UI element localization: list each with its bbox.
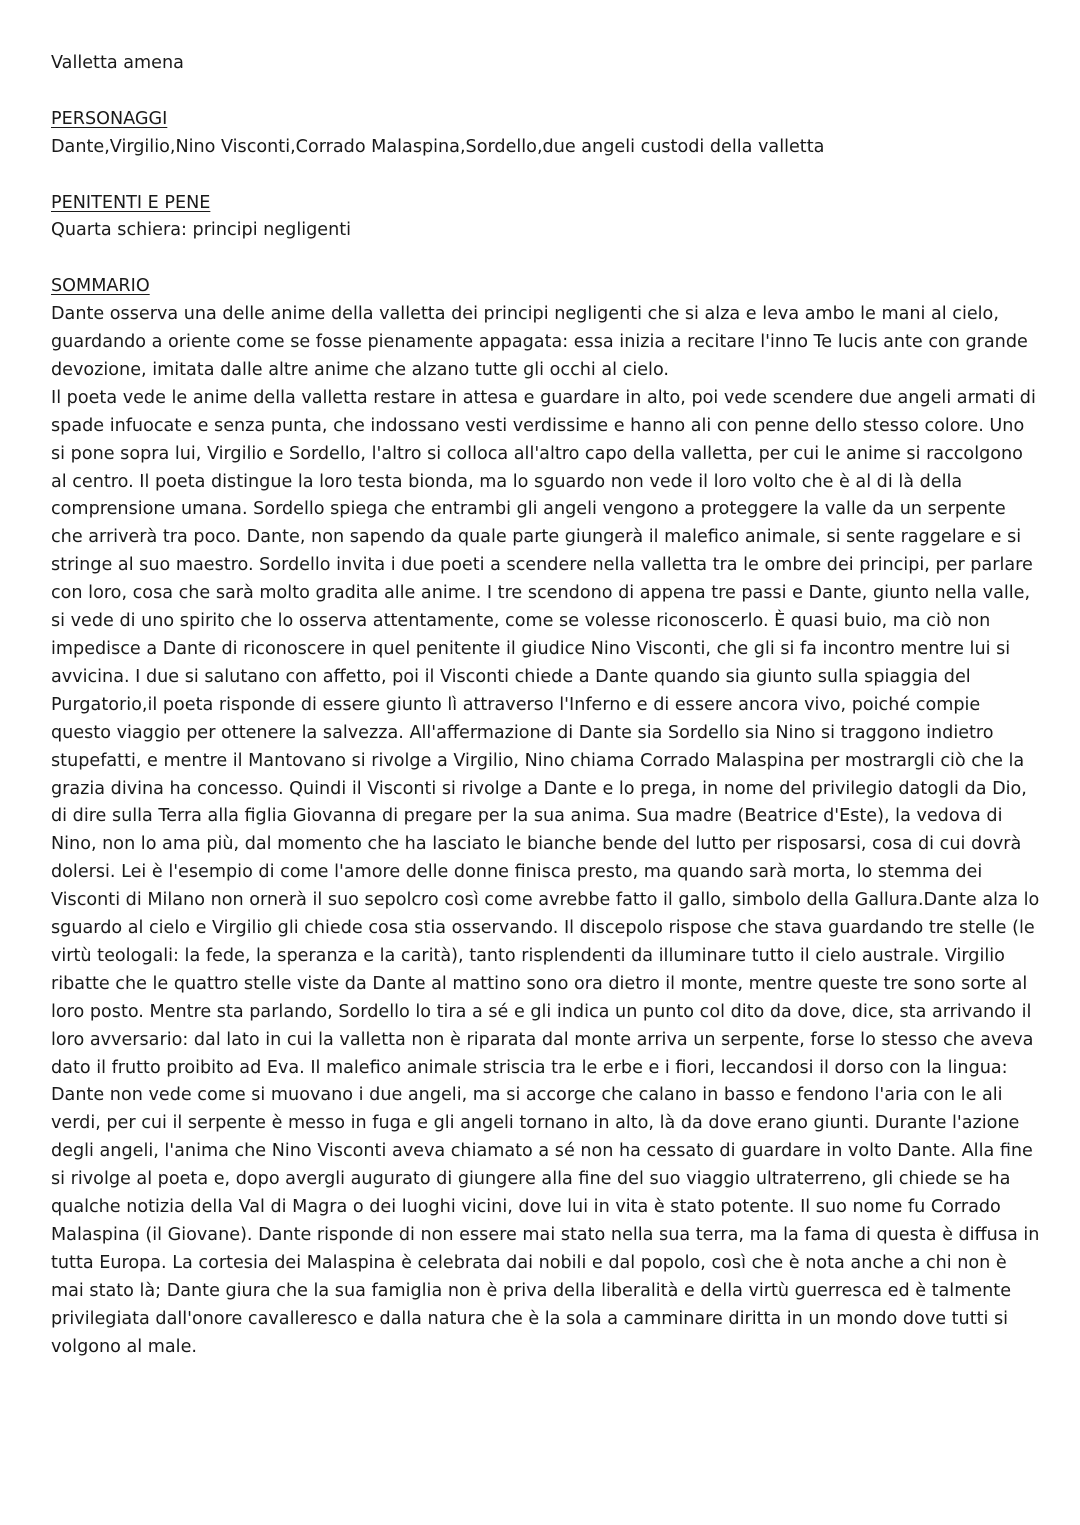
document-title: Valletta amena (51, 53, 184, 73)
spacer (51, 78, 1040, 106)
spacer (51, 162, 1040, 190)
personaggi-heading: PERSONAGGI (51, 108, 168, 129)
penitenti-heading: PENITENTI E PENE (51, 192, 211, 213)
spacer (51, 245, 1040, 273)
penitenti-text: Quarta schiera: principi negligenti (51, 220, 352, 241)
sommario-paragraph-1: Dante osserva una delle anime della valletta dei principi negligenti che si alza e leva ambo le mani al cielo, guardando a oriente come se fosse pienamente appagata: essa inizia a recitare l'inno Te lucis ante con grande devozione, imitata dalle altre anime che alzano tutte gli occhi al cielo. (51, 304, 1028, 380)
sommario-heading: SOMMARIO (51, 276, 150, 297)
sommario-paragraph-2: Il poeta vede le anime della valletta restare in attesa e guardare in alto, poi vede scendere due angeli armati di spade infuocate e senza punta, che indossano vesti verdissime e hanno ali con penne dello stesso colore. Uno si pone sopra lui, Virgilio e Sordello, l'altro si colloca all'altro capo della valletta, per cui le anime si raccolgono al centro. Il poeta distingue la loro testa bionda, ma lo sguardo non vede il loro volto che è al di là della comprensione umana. Sordello spiega che entrambi gli angeli vengono a proteggere la valle da un serpente che arriverà tra poco. Dante, non sapendo da quale parte giungerà il malefico animale, si sente raggelare e si stringe al suo maestro. Sordello invita i due poeti a scendere nella valletta tra le ombre dei principi, per parlare con loro, cosa che sarà molto gradita alle anime. I tre scendono di appena tre passi e Dante, giunto nella valle, si vede di uno spirito che lo osserva attentamente, come se volesse riconoscerlo. È quasi buio, ma ciò non impedisce a Dante di riconoscere in quel penitente il giudice Nino Visconti, che gli si fa incontro mentre lui si avvicina. I due si salutano con affetto, poi il Visconti chiede a Dante quando sia giunto sulla spiaggia del Purgatorio,il poeta risponde di essere giunto lì attraverso l'Inferno e di essere ancora vivo, poiché compie questo viaggio per ottenere la salvezza. All'affermazione di Dante sia Sordello sia Nino si traggono indietro stupefatti, e mentre il Mantovano si rivolge a Virgilio, Nino chiama Corrado Malaspina per mostrargli ciò che la grazia divina ha concesso. Quindi il Visconti si rivolge a Dante e lo prega, in nome del privilegio datogli da Dio, di dire sulla Terra alla figlia Giovanna di pregare per la sua anima. Sua madre (Beatrice d'Este), la vedova di Nino, non lo ama più, dal momento che ha lasciato le bianche bende del lutto per risposarsi, cosa di cui dovrà dolersi. Lei è l'esempio di come l'amore delle donne finisca presto, ma quando sarà morta, lo stemma dei Visconti di Milano non ornerà il suo sepolcro così come avrebbe fatto il gallo, simbolo della Gallura.Dante alza lo sguardo al cielo e Virgilio gli chiede cosa stia osservando. Il discepolo rispose che stava guardando tre stelle (le virtù teologali: la fede, la speranza e la carità), tanto risplendenti da illuminare tutto il cielo australe. Virgilio ribatte che le quattro stelle viste da Dante al mattino sono ora dietro il monte, mentre queste tre sono sorte al loro posto. Mentre sta parlando, Sordello lo tira a sé e gli indica un punto col dito da dove, dice, sta arrivando il loro avversario: dal lato in cui la valletta non è riparata dal monte arriva un serpente, forse lo stesso che aveva dato il frutto proibito ad Eva. Il malefico animale striscia tra le erbe e i fiori, leccandosi il dorso con la lingua: Dante non vede come si muovano i due angeli, ma si accorge che calano in basso e fendono l'aria con le ali verdi, per cui il serpente è messo in fuga e gli angeli tornano in alto, là da dove erano giunti. Durante l'azione degli angeli, l'anima che Nino Visconti aveva chiamato a sé non ha cessato di guardare in volto Dante. Alla fine si rivolge al poeta e, dopo avergli augurato di giungere alla fine del suo viaggio ultraterreno, gli chiede se ha qualche notizia della Val di Magra o dei luoghi vicini, dove lui in vita è stato potente. Il suo nome fu Corrado Malaspina (il Giovane). Dante risponde di non essere mai stato nella sua terra, ma la fama di questa è diffusa in tutta Europa. La cortesia dei Malaspina è celebrata dai nobili e dal popolo, così che è nota anche a chi non è mai stato là; Dante giura che la sua famiglia non è priva della liberalità e della virtù guerresca ed è talmente privilegiata dall'onore cavalleresco e dalla natura che è la sola a camminare diritta in un mondo dove tutti si volgono al male. (51, 387, 1040, 1357)
personaggi-text: Dante,Virgilio,Nino Visconti,Corrado Malaspina,Sordello,due angeli custodi della valletta (51, 136, 825, 157)
